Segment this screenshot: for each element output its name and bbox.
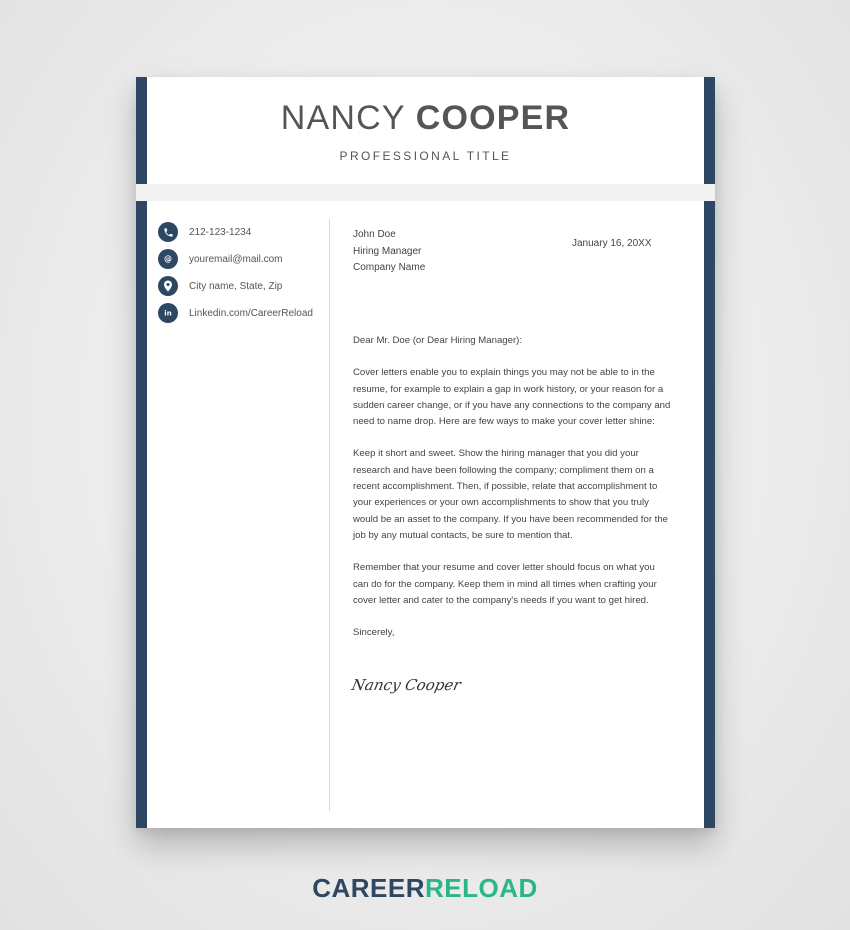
- logo-part-reload: RELOAD: [425, 873, 538, 903]
- letter-date: January 16, 20XX: [572, 238, 652, 249]
- contact-phone-text: 212-123-1234: [189, 226, 252, 238]
- location-pin-icon: [158, 276, 178, 296]
- contact-email-text: youremail@mail.com: [189, 253, 283, 265]
- contact-address-text: City name, State, Zip: [189, 280, 283, 292]
- phone-icon: [158, 222, 178, 242]
- recipient-title: Hiring Manager: [353, 245, 422, 257]
- contact-email: [158, 249, 313, 269]
- paragraph: Keep it short and sweet. Show the hiring manager that you did your research and have been following the company; compliment them on a recent accomplishment. Then, if possible, relate that accomplishment to your experiences or your own accomplishments to show that you truly would be an asset to the company. If you have been recommended for the job by any mutual contacts, be sure to mention that.: [353, 448, 669, 541]
- applicant-name: [136, 99, 715, 138]
- contact-phone: [158, 222, 313, 242]
- recipient-company: Company Name: [353, 262, 426, 273]
- left-accent-bar-bottom: [136, 201, 147, 828]
- careerreload-logo: [0, 873, 850, 904]
- signature: Nancy Cooper: [350, 676, 463, 694]
- svg-text:@: @: [164, 254, 172, 264]
- column-divider: [329, 219, 330, 811]
- contact-list: [158, 222, 313, 330]
- recipient-block: [353, 227, 673, 277]
- cover-letter-page: [136, 77, 715, 828]
- last-name: COOPER: [415, 99, 571, 137]
- closing: Sincerely,: [353, 627, 395, 639]
- contact-linkedin: [158, 303, 313, 323]
- contact-address: [158, 276, 313, 296]
- letter-body: [353, 333, 671, 657]
- logo-part-career: CAREER: [312, 873, 425, 903]
- right-accent-bar-bottom: [704, 201, 715, 828]
- recipient-name: John Doe: [353, 229, 396, 240]
- paragraph: Cover letters enable you to explain things you may not be able to in the resume, for example to explain a gap in work history, or your reason for a sudden career change, or if you have any connections to the company and need to name drop. Here are few ways to make your cover letter shine:: [353, 367, 671, 428]
- first-name: NANCY: [280, 99, 406, 137]
- header-divider-band: [136, 184, 715, 201]
- svg-text:in: in: [164, 309, 172, 318]
- linkedin-icon: [158, 303, 178, 323]
- contact-linkedin-text: Linkedin.com/CareerReload: [189, 307, 313, 319]
- at-icon: [158, 249, 178, 269]
- paragraph: Remember that your resume and cover letter should focus on what you can do for the company. Keep them in mind all times when crafting your cover letter and cater to the company's needs if you want to get hired.: [353, 562, 657, 606]
- salutation: Dear Mr. Doe (or Dear Hiring Manager):: [353, 335, 523, 346]
- professional-title: PROFESSIONAL TITLE: [339, 149, 512, 163]
